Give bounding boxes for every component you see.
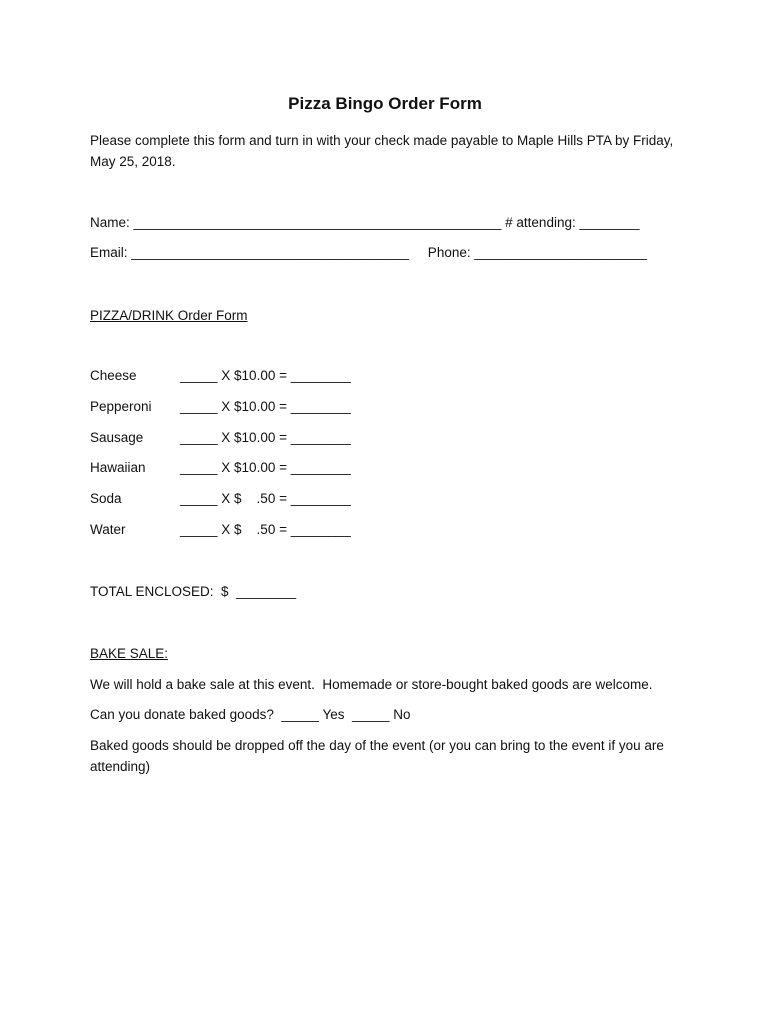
order-section-heading: PIZZA/DRINK Order Form xyxy=(90,308,248,323)
total-enclosed-row[interactable]: TOTAL ENCLOSED: $ ________ xyxy=(90,584,297,599)
item-calc-cheese[interactable]: _____ X $10.00 = ________ xyxy=(180,368,351,383)
item-calc-pepperoni[interactable]: _____ X $10.00 = ________ xyxy=(180,399,351,414)
item-label-sausage: Sausage xyxy=(90,430,144,445)
item-calc-sausage[interactable]: _____ X $10.00 = ________ xyxy=(180,430,351,445)
item-label-pepperoni: Pepperoni xyxy=(90,399,152,414)
donate-question-row[interactable]: Can you donate baked goods? _____ Yes _____ No xyxy=(90,707,411,722)
intro-text: Please complete this form and turn in with your check made payable to Maple Hills PTA by Friday, May 25, 2018. xyxy=(90,133,674,169)
item-label-cheese: Cheese xyxy=(90,368,137,383)
name-attending-row[interactable]: Name: _________________________________________________ # attending: ________ xyxy=(90,215,640,230)
item-label-hawaiian: Hawaiian xyxy=(90,460,146,475)
item-calc-water[interactable]: _____ X $ .50 = ________ xyxy=(180,522,351,537)
dropoff-text: Baked goods should be dropped off the day of the event (or you can bring to the event if you are attending) xyxy=(90,738,664,774)
item-label-soda: Soda xyxy=(90,491,122,506)
bake-sale-text: We will hold a bake sale at this event. Homemade or store-bought baked goods are welcome. xyxy=(90,677,653,692)
item-label-water: Water xyxy=(90,522,126,537)
form-title: Pizza Bingo Order Form xyxy=(288,94,482,113)
bake-sale-heading: BAKE SALE: xyxy=(90,646,169,661)
email-phone-row[interactable]: Email: _____________________________________ Phone: _______________________ xyxy=(90,245,648,260)
item-calc-hawaiian[interactable]: _____ X $10.00 = ________ xyxy=(180,460,351,475)
item-calc-soda[interactable]: _____ X $ .50 = ________ xyxy=(180,491,351,506)
